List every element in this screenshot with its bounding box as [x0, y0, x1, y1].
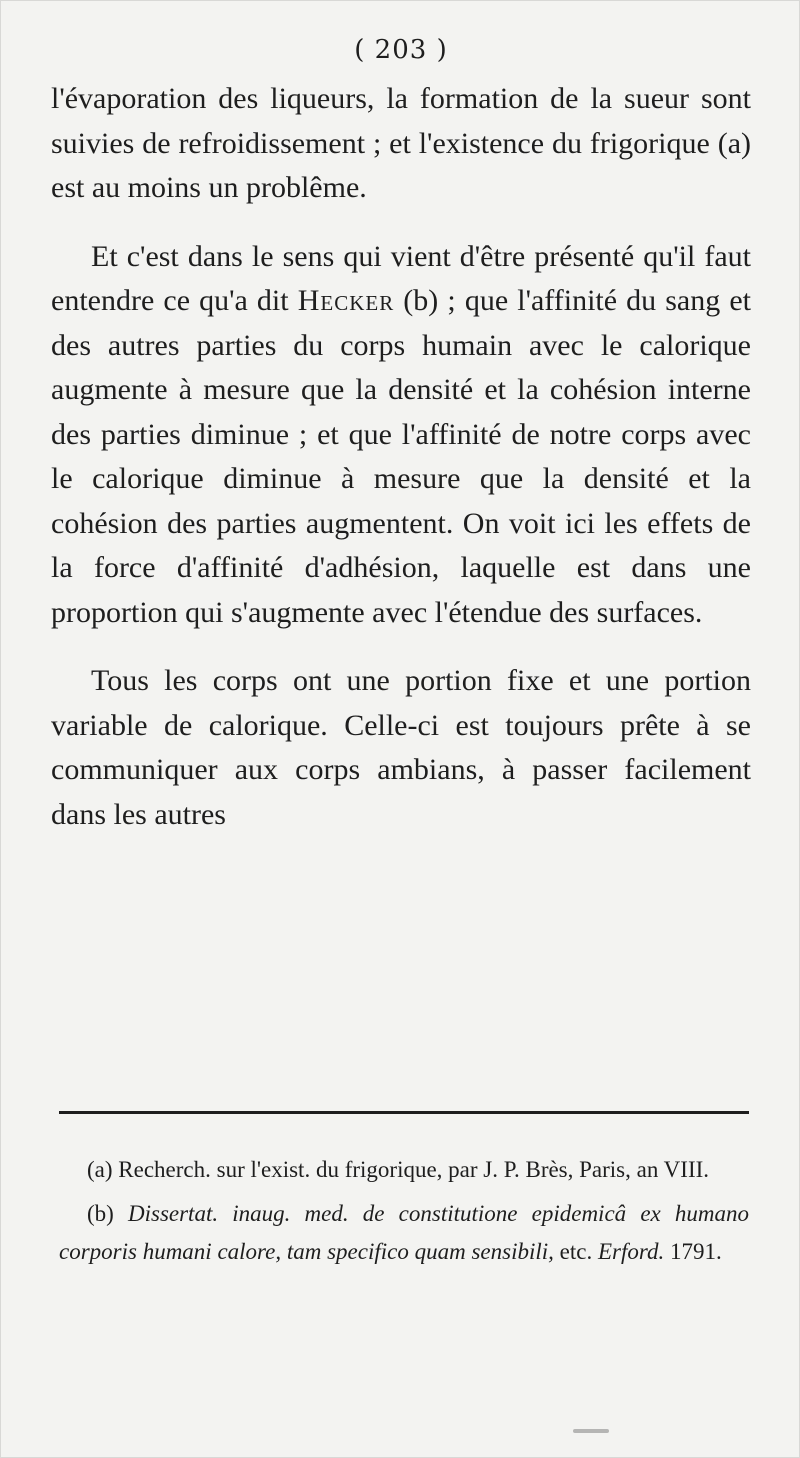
paragraph-1: l'évaporation des liqueurs, la formation de la sueur sont suivies de refroidissement ; et l'existence du frigorique (a) est au moins un problême.: [51, 82, 751, 204]
footnote-b-year: 1791.: [664, 1239, 722, 1264]
paragraph-3: Tous les corps ont une portion fixe et une portion variable de calorique. Celle-ci est toujours prête à se communiquer aux corps ambians, à passer facilement dans les autres: [51, 664, 751, 831]
footnote-b: [59, 1195, 749, 1271]
footnotes: [59, 1151, 749, 1277]
footnote-divider: [59, 1111, 749, 1114]
footnote-b-place: Erford.: [597, 1239, 665, 1264]
footnote-a-marker: (a): [87, 1157, 113, 1182]
author-name-hecker: Hecker: [297, 284, 395, 317]
footnote-b-title: Dissertat. inaug. med. de constitutione epidemicâ ex humano corporis humani calore, tam specifico quam sensibili,: [59, 1201, 750, 1264]
paragraph-2-text-after: (b) ; que l'affinité du sang et des autres parties du corps humain avec le calorique augmente à mesure que la densité et la cohésion interne des parties diminue ; et que l'affinité de notre corps avec le calorique diminue à mesure que la densité et la cohésion des parties augmentent. On voit ici les effets de la force d'affinité d'adhésion, laquelle est dans une proportion qui s'augmente avec l'étendue des surfaces.: [51, 284, 751, 629]
footnote-b-etc: etc.: [553, 1239, 598, 1264]
paragraph-2: [51, 235, 751, 636]
footnote-a-text: Recherch. sur l'exist. du frigorique, par J. P. Brès, Paris, an VIII.: [118, 1157, 710, 1182]
footnote-a: [59, 1151, 749, 1189]
ink-smudge: [573, 1429, 609, 1433]
paragraph-2-text-before: Et c'est dans le sens qui vient d'être présenté qu'il faut entendre ce qu'a dit: [51, 239, 751, 317]
main-text: [51, 77, 751, 837]
footnote-b-marker: (b): [87, 1201, 114, 1226]
page-number: ( 203 ): [354, 35, 448, 65]
